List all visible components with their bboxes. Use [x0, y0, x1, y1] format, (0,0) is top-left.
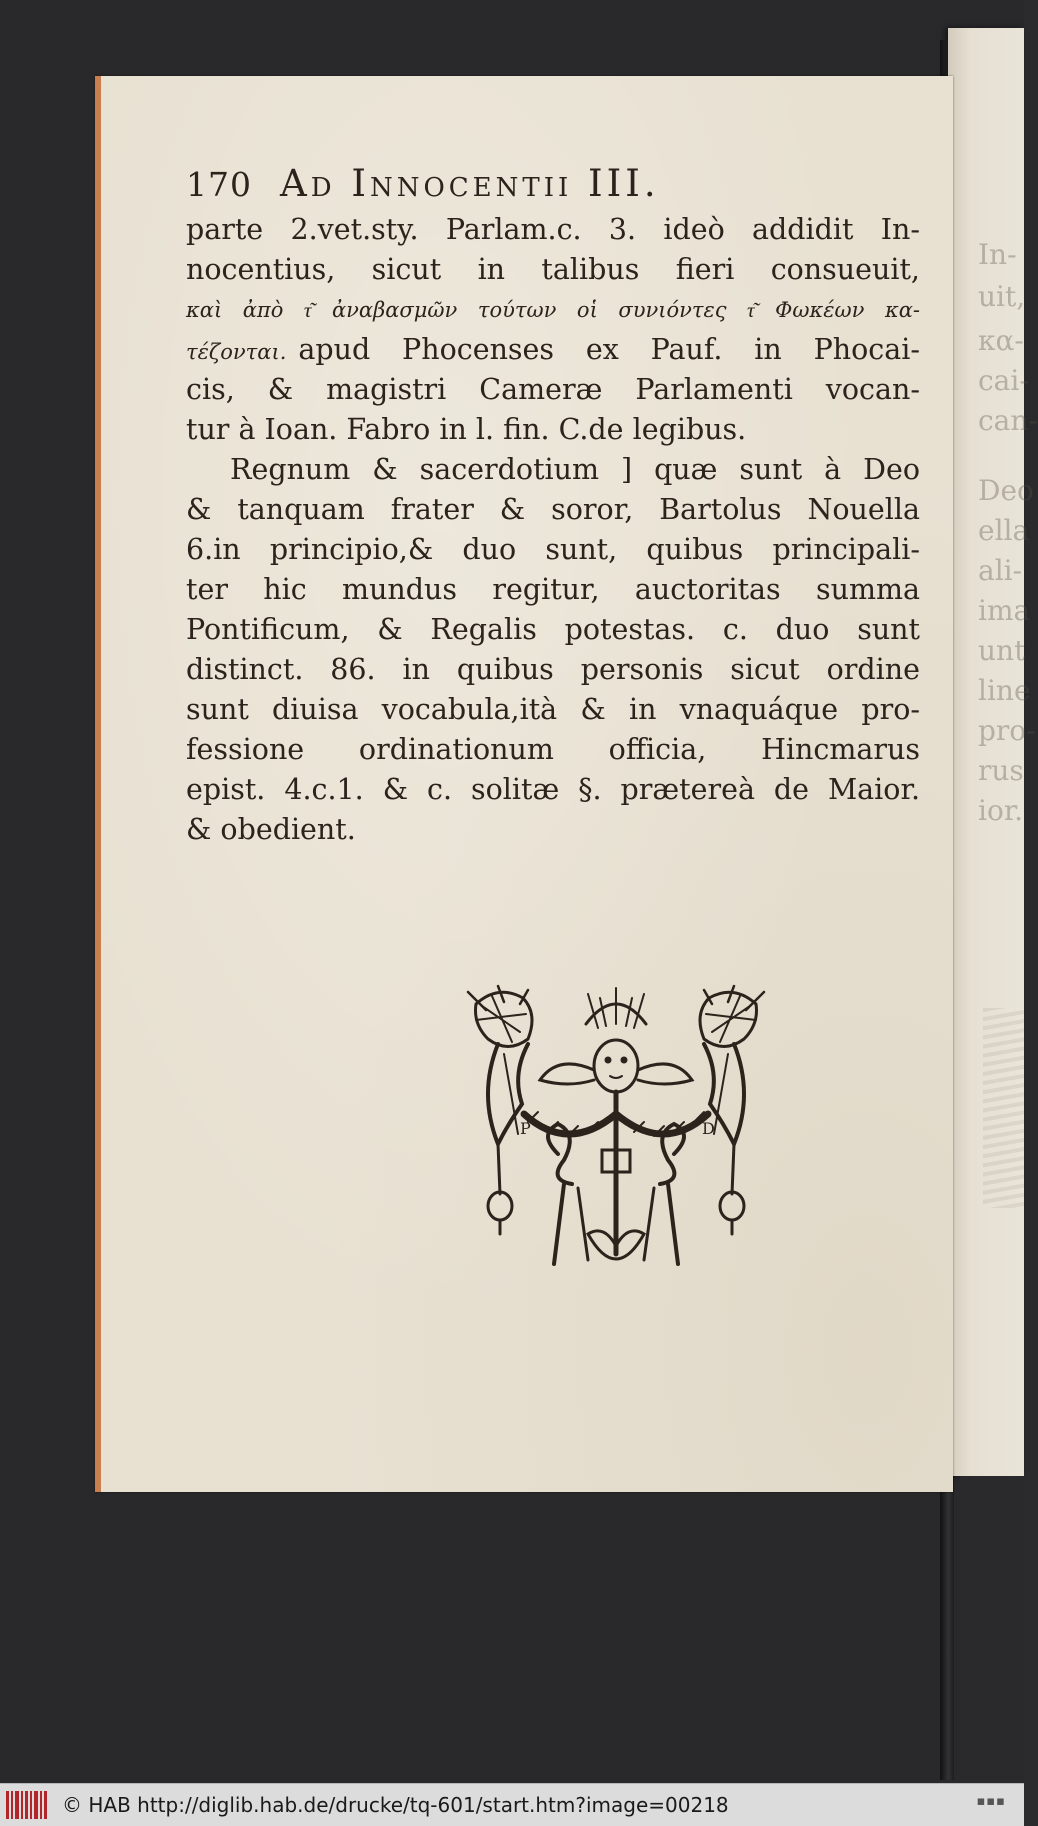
greek-text-line: καὶ ἀπὸ τ͂ ἀναβασμῶν τούτων οἱ συνιόντες τ͂ Φωκέων κα-: [186, 298, 920, 322]
facing-page-fragment: ali-: [978, 554, 1023, 587]
running-head: Ad Innocentii III.: [280, 162, 660, 205]
facing-page-fragment: κα-: [978, 324, 1024, 357]
text-line: [186, 330, 920, 370]
text-line: epist. 4.c.1. & c. solitæ §. prætereà de Maior.: [186, 773, 920, 806]
facing-page-fragment: rus: [978, 754, 1024, 787]
hab-logo-icon: [6, 1791, 48, 1819]
page-header: [186, 162, 920, 210]
facing-page-fragment: cai-: [978, 364, 1029, 397]
text-line: cis, & magistri Cameræ Parlamenti vocan-: [186, 373, 920, 406]
facing-page-fragment: ima: [978, 594, 1031, 627]
facing-page-ornament-shadow: [983, 1008, 1024, 1208]
facing-page-fragment: uit,: [978, 280, 1026, 313]
page-text-block: [186, 162, 920, 850]
text-line: fessione ordinationum officia, Hincmarus: [186, 733, 920, 766]
ornament-initial-left: P: [520, 1119, 531, 1138]
facing-page-fragment: Deo: [978, 474, 1034, 507]
facing-page-fragment: In-: [978, 238, 1017, 271]
copyright-url-text: © HAB http://diglib.hab.de/drucke/tq-601/start.htm?image=00218: [62, 1793, 729, 1817]
facing-page-fragment: line: [978, 674, 1031, 707]
text-line: nocentius, sicut in talibus fieri consueuit,: [186, 253, 920, 286]
ornament-initial-right: D: [702, 1119, 715, 1138]
text-line: parte 2.vet.sty. Parlam.c. 3. ideò addidit In-: [186, 213, 920, 246]
text-line: & tanquam frater & soror, Bartolus Nouella: [186, 493, 920, 526]
text-line: sunt diuisa vocabula,ità & in vnaquáque pro-: [186, 693, 920, 726]
facing-page-fragment: ior.: [978, 794, 1024, 827]
page-number: 170: [186, 165, 252, 204]
facing-page-fragment: unt: [978, 634, 1026, 667]
text-line: & obedient.: [186, 813, 356, 846]
text-line: ter hic mundus regitur, auctoritas summa: [186, 573, 920, 606]
facing-page-fragment: can-: [978, 404, 1038, 437]
facing-page: [948, 28, 1038, 1476]
facing-page-fragment: pro-: [978, 714, 1036, 747]
text-line: 6.in principio,& duo sunt, quibus principali-: [186, 533, 920, 566]
viewer-status-bar: [0, 1783, 1024, 1826]
text-line-part: apud Phocenses ex Pauf. in Phocai-: [298, 333, 920, 366]
facing-page-fragment: ella: [978, 514, 1030, 547]
text-line: distinct. 86. in quibus personis sicut ordine: [186, 653, 920, 686]
text-line: tur à Ioan. Fabro in l. fin. C.de legibus.: [186, 413, 747, 446]
printers-ornament-woodcut: [468, 984, 764, 1274]
greek-text: τέζονται.: [186, 340, 287, 364]
text-line: Regnum & sacerdotium ] quæ sunt à Deo: [230, 453, 920, 486]
status-bar-end-marks: ▪▪▪: [976, 1794, 1006, 1809]
text-line: Pontificum, & Regalis potestas. c. duo sunt: [186, 613, 920, 646]
right-background-strip: [960, 1476, 1024, 1783]
